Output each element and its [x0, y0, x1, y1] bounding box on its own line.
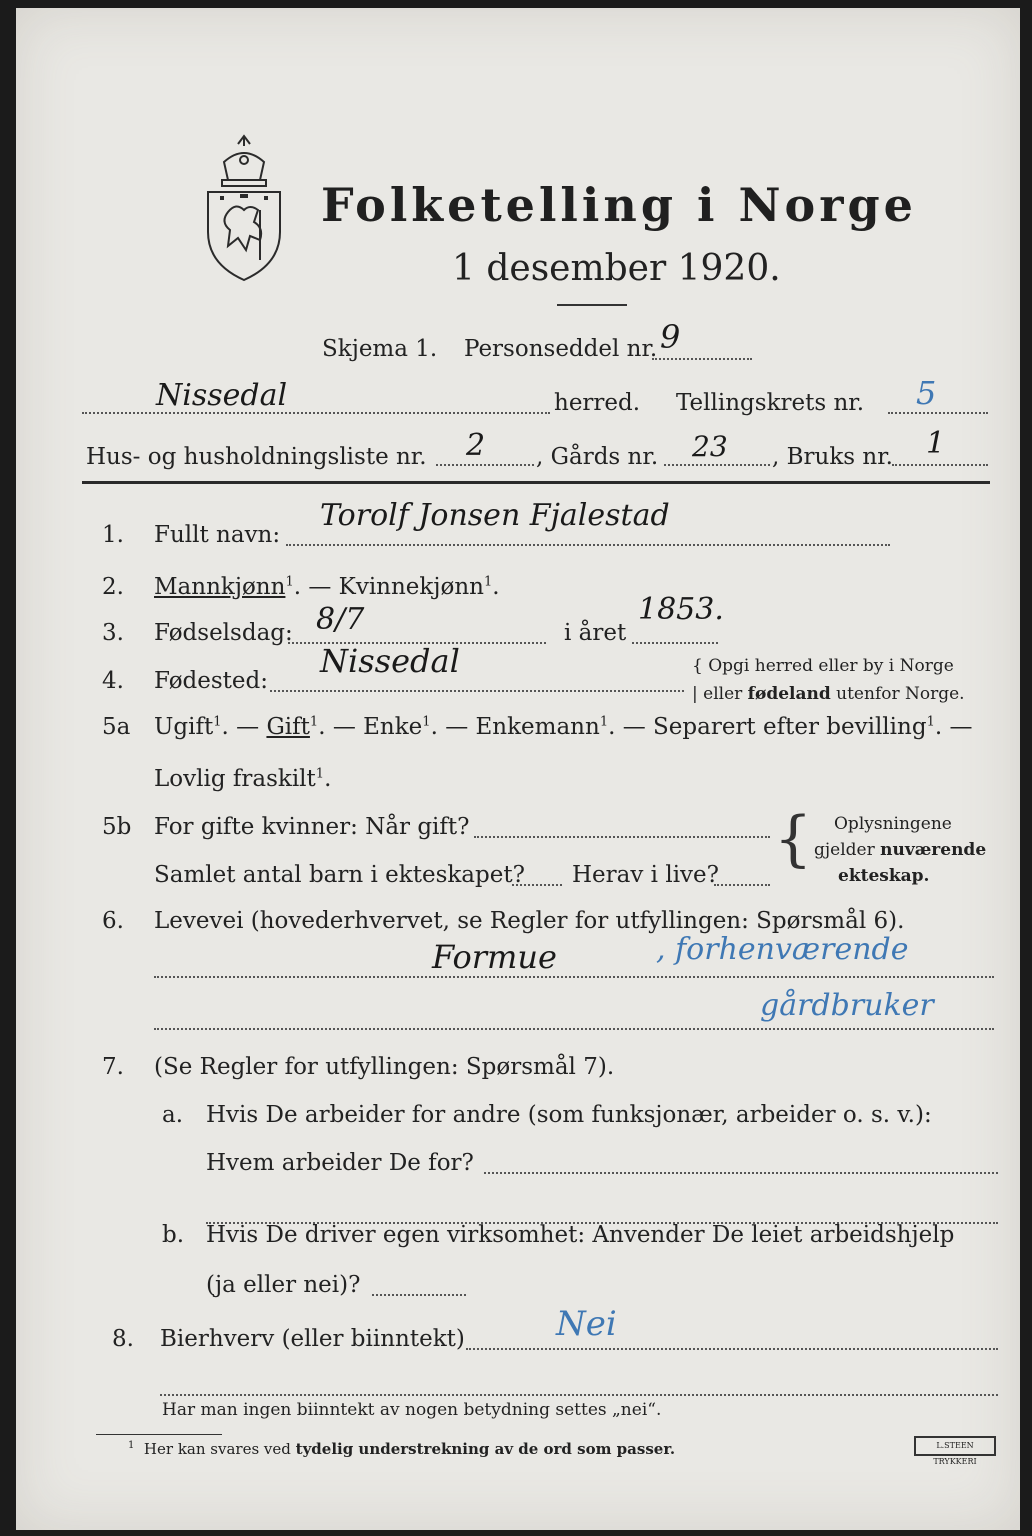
q5a-number: 5a [102, 714, 131, 740]
q2-text [154, 574, 500, 600]
q1-number: 1. [102, 522, 124, 548]
q2-mannkjonn: Mannkjønn [154, 574, 286, 600]
q5b-label-2: Samlet antal barn i ekteskapet? [154, 862, 525, 888]
q5a-sep-1: . — [221, 714, 267, 740]
header-divider [82, 481, 990, 484]
q5b-note-2a: gjelder [814, 840, 881, 860]
q4-note-2: | eller fødeland utenfor Norge. [692, 684, 965, 704]
printer-stamp: L.STEEN TRYKKERI [914, 1436, 996, 1456]
q5a-line-1 [154, 714, 972, 740]
q5b-note-3 [838, 866, 929, 886]
q3-year-label: i året [564, 620, 627, 646]
husliste-field-line [436, 464, 534, 466]
q3-label: Fødselsdag: [154, 620, 293, 646]
skjema-label: Skjema 1. [322, 336, 438, 362]
q7b-question: (ja eller nei)? [206, 1272, 361, 1298]
bruks-field-line [892, 464, 988, 466]
census-date: 1 desember 1920. [452, 248, 781, 289]
q5a-enke: . — Enke [318, 714, 423, 740]
q2-sup-b: 1 [483, 574, 493, 590]
tellingskrets-field-line [888, 412, 988, 414]
q5b-label-1: For gifte kvinner: Når gift? [154, 814, 470, 840]
q6-field-line-1 [154, 976, 994, 978]
q6-field-line-2 [154, 1028, 994, 1030]
gards-label: , Gårds nr. [536, 444, 659, 470]
footnote-divider [96, 1434, 222, 1435]
q3-year-value: 1853. [638, 592, 724, 627]
q5a-sup-1: 1 [213, 714, 222, 730]
q5a-end: . — [934, 714, 973, 740]
q5b-label-3: Herav i live? [572, 862, 719, 888]
q5b-field-line-1 [474, 836, 770, 838]
q2-end: . [492, 574, 500, 600]
q6-value-3: gårdbruker [760, 988, 934, 1023]
footnote-number: 1 [128, 1440, 135, 1451]
q1-field-line [286, 544, 890, 546]
q5a-sup-3: 1 [422, 714, 431, 730]
q8-field-line-1 [466, 1348, 998, 1350]
q1-label: Fullt navn: [154, 522, 281, 548]
q6-value-2: , forhenværende [656, 932, 909, 967]
gards-value: 23 [692, 430, 728, 463]
herred-label: herred. [554, 390, 641, 416]
q5a-line-2 [154, 766, 331, 792]
q5a-sup-4: 1 [599, 714, 609, 730]
q3-year-line [632, 642, 718, 644]
tellingskrets-value: 5 [916, 374, 937, 412]
bruks-label: , Bruks nr. [772, 444, 893, 470]
q8-number: 8. [112, 1326, 134, 1352]
herred-value: Nissedal [156, 378, 288, 413]
q5a-gift: Gift [266, 714, 310, 740]
q4-label: Fødested: [154, 668, 269, 694]
q2-kvinnekjonn: . — Kvinnekjønn [293, 574, 484, 600]
personseddel-field-line [652, 358, 752, 360]
q2-number: 2. [102, 574, 124, 600]
q5b-note-2 [814, 840, 986, 860]
footnote-text-b: tydelig understrekning av de ord som passer. [295, 1440, 676, 1458]
q5a-ugift: Ugift [154, 714, 214, 740]
q6-value-1: Formue [432, 938, 557, 976]
q7a-number: a. [162, 1102, 184, 1128]
q5a-sup-5: 1 [926, 714, 935, 730]
q5b-field-line-2 [512, 884, 562, 886]
herred-field-line [82, 412, 550, 414]
page-title: Folketelling i Norge [321, 178, 917, 232]
q5a-separert: . — Separert efter bevilling [608, 714, 927, 740]
q2-sup-a: 1 [285, 574, 294, 590]
husliste-value: 2 [466, 428, 486, 463]
q5b-note-1: Oplysningene [834, 814, 952, 834]
q5b-number: 5b [102, 814, 132, 840]
gards-field-line [664, 464, 770, 466]
q7a-question: Hvem arbeider De for? [206, 1150, 474, 1176]
q5b-brace: { [774, 804, 813, 874]
q7-number: 7. [102, 1054, 124, 1080]
q5a-fraskilt: Lovlig fraskilt [154, 766, 316, 792]
q5b-note-3-text: ekteskap. [838, 866, 930, 886]
q4-note-2b: fødeland [747, 684, 831, 704]
q4-note-1: { Opgi herred eller by i Norge [692, 656, 954, 676]
q4-field-line [270, 690, 684, 692]
personseddel-value: 9 [660, 318, 681, 356]
q6-label: Levevei (hovederhvervet, se Regler for utfyllingen: Spørsmål 6). [154, 908, 905, 934]
q7-label: (Se Regler for utfyllingen: Spørsmål 7). [154, 1054, 615, 1080]
q8-label: Bierhverv (eller biinntekt) [160, 1326, 465, 1352]
q7b-number: b. [162, 1222, 185, 1248]
tellingskrets-label: Tellingskrets nr. [676, 390, 865, 416]
q5b-field-line-3 [714, 884, 770, 886]
census-form-page [16, 8, 1020, 1530]
q7a-field-line-1 [484, 1172, 998, 1174]
q4-value: Nissedal [320, 642, 460, 680]
q1-value: Torolf Jonsen Fjalestad [320, 498, 670, 533]
husliste-label: Hus- og husholdningsliste nr. [86, 444, 427, 470]
q4-note-1-text: Opgi herred eller by i Norge [708, 656, 954, 676]
q4-note-2a: eller [703, 684, 748, 704]
title-divider [557, 304, 627, 306]
q7b-label: Hvis De driver egen virksomhet: Anvender De leiet arbeidshjelp [206, 1222, 955, 1248]
footer-note: Har man ingen biinntekt av nogen betydning settes „nei“. [162, 1400, 662, 1420]
footnote-text-a: Her kan svares ved [143, 1440, 296, 1458]
footnote [128, 1440, 675, 1458]
q7b-field-line [372, 1294, 466, 1296]
q4-note-2c: utenfor Norge. [830, 684, 965, 704]
q5a-line-2-end: . [324, 766, 332, 792]
q7a-label: Hvis De arbeider for andre (som funksjonær, arbeider o. s. v.): [206, 1102, 932, 1128]
q5a-enkemann: . — Enkemann [430, 714, 600, 740]
q6-number: 6. [102, 908, 124, 934]
q3-value: 8/7 [316, 602, 365, 637]
q8-value: Nei [556, 1304, 617, 1344]
coat-of-arms-icon [200, 134, 288, 284]
q4-number: 4. [102, 668, 124, 694]
bruks-value: 1 [926, 426, 946, 461]
q3-number: 3. [102, 620, 124, 646]
q8-field-line-2 [160, 1394, 998, 1396]
q5b-note-2b: nuværende [880, 840, 987, 860]
q5a-sup-6: 1 [315, 766, 325, 782]
q5a-sup-2: 1 [309, 714, 319, 730]
personseddel-label: Personseddel nr. [464, 336, 658, 362]
